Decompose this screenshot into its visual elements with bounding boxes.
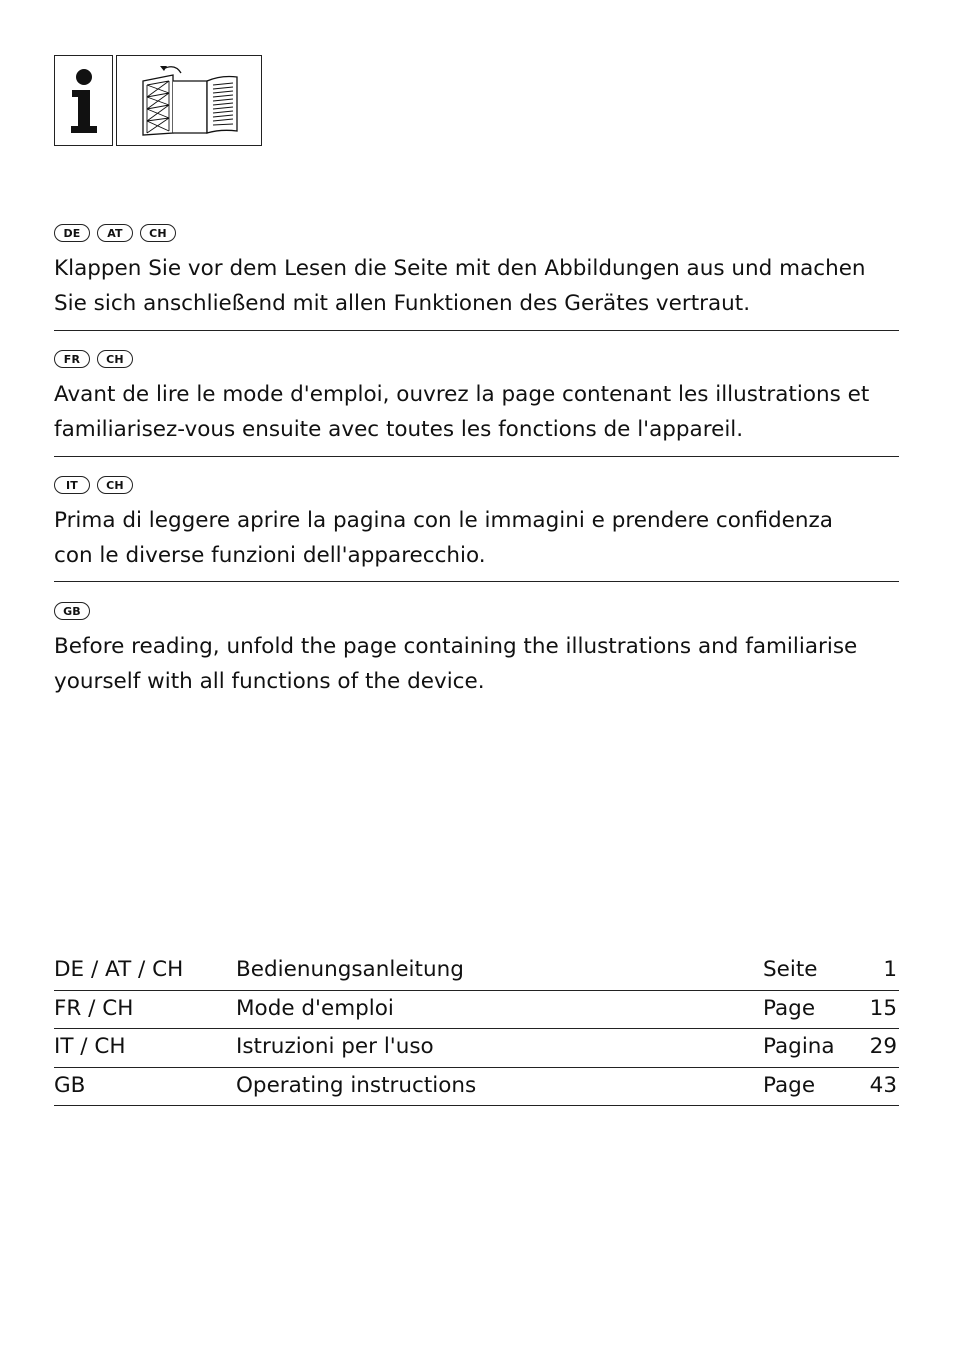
- language-badges: [54, 601, 899, 621]
- notice-line: con le diverse funzioni dell'apparecchio.: [54, 543, 486, 568]
- table-of-contents: [54, 952, 899, 1106]
- toc-title: Operating instructions: [236, 1072, 477, 1098]
- notice-line: Klappen Sie vor dem Lesen die Seite mit den Abbildungen aus und machen: [54, 256, 866, 281]
- toc-page-label: Pagina: [763, 1034, 835, 1059]
- toc-row[interactable]: [54, 1068, 899, 1107]
- notice-line: familiarisez-vous ensuite avec toutes les fonctions de l'appareil.: [54, 417, 744, 442]
- toc-page-number: 43: [869, 1072, 897, 1098]
- toc-title: Bedienungsanleitung: [236, 957, 464, 982]
- language-badges: [54, 223, 899, 243]
- language-badge-ch: CH: [140, 224, 176, 242]
- notice-text: [54, 503, 899, 573]
- language-badge-de: DE: [54, 224, 90, 242]
- notice-line: Before reading, unfold the page containing the illustrations and familiarise: [54, 634, 858, 659]
- toc-row[interactable]: [54, 952, 899, 991]
- notice-text: [54, 251, 899, 321]
- toc-page-label: Seite: [763, 957, 818, 982]
- info-icon: [54, 55, 113, 146]
- language-badge-it: IT: [54, 476, 90, 494]
- toc-title: Mode d'emploi: [236, 995, 394, 1021]
- toc-language-code: FR / CH: [54, 995, 134, 1021]
- language-badge-ch: CH: [97, 350, 133, 368]
- language-badges: [54, 349, 899, 369]
- toc-language-code: GB: [54, 1072, 86, 1098]
- notice-section-fr: [54, 349, 899, 457]
- language-badge-fr: FR: [54, 350, 90, 368]
- toc-row[interactable]: [54, 991, 899, 1030]
- toc-row[interactable]: [54, 1029, 899, 1068]
- toc-title: Istruzioni per l'uso: [236, 1034, 434, 1059]
- language-badge-gb: GB: [54, 602, 90, 620]
- toc-language-code: DE / AT / CH: [54, 957, 184, 982]
- toc-page-label: Page: [763, 995, 816, 1021]
- unfold-page-icon: [116, 55, 262, 146]
- language-badges: [54, 475, 899, 495]
- notice-text: [54, 629, 899, 699]
- notice-line: Prima di leggere aprire la pagina con le immagini e prendere confidenza: [54, 508, 833, 533]
- notice-section-de: [54, 223, 899, 331]
- toc-page-number: 15: [869, 995, 897, 1021]
- language-badge-at: AT: [97, 224, 133, 242]
- toc-page-number: 29: [869, 1034, 897, 1059]
- notice-line: yourself with all functions of the device.: [54, 669, 485, 694]
- notice-section-it: [54, 475, 899, 582]
- toc-page-number: 1: [883, 957, 897, 982]
- header-icons: [54, 55, 262, 146]
- notice-section-gb: [54, 601, 899, 701]
- language-badge-ch: CH: [97, 476, 133, 494]
- notice-line: Avant de lire le mode d'emploi, ouvrez la page contenant les illustrations et: [54, 382, 870, 407]
- notice-text: [54, 377, 899, 447]
- notice-line: Sie sich anschließend mit allen Funktionen des Gerätes vertraut.: [54, 291, 751, 316]
- toc-page-label: Page: [763, 1072, 816, 1098]
- toc-language-code: IT / CH: [54, 1034, 126, 1059]
